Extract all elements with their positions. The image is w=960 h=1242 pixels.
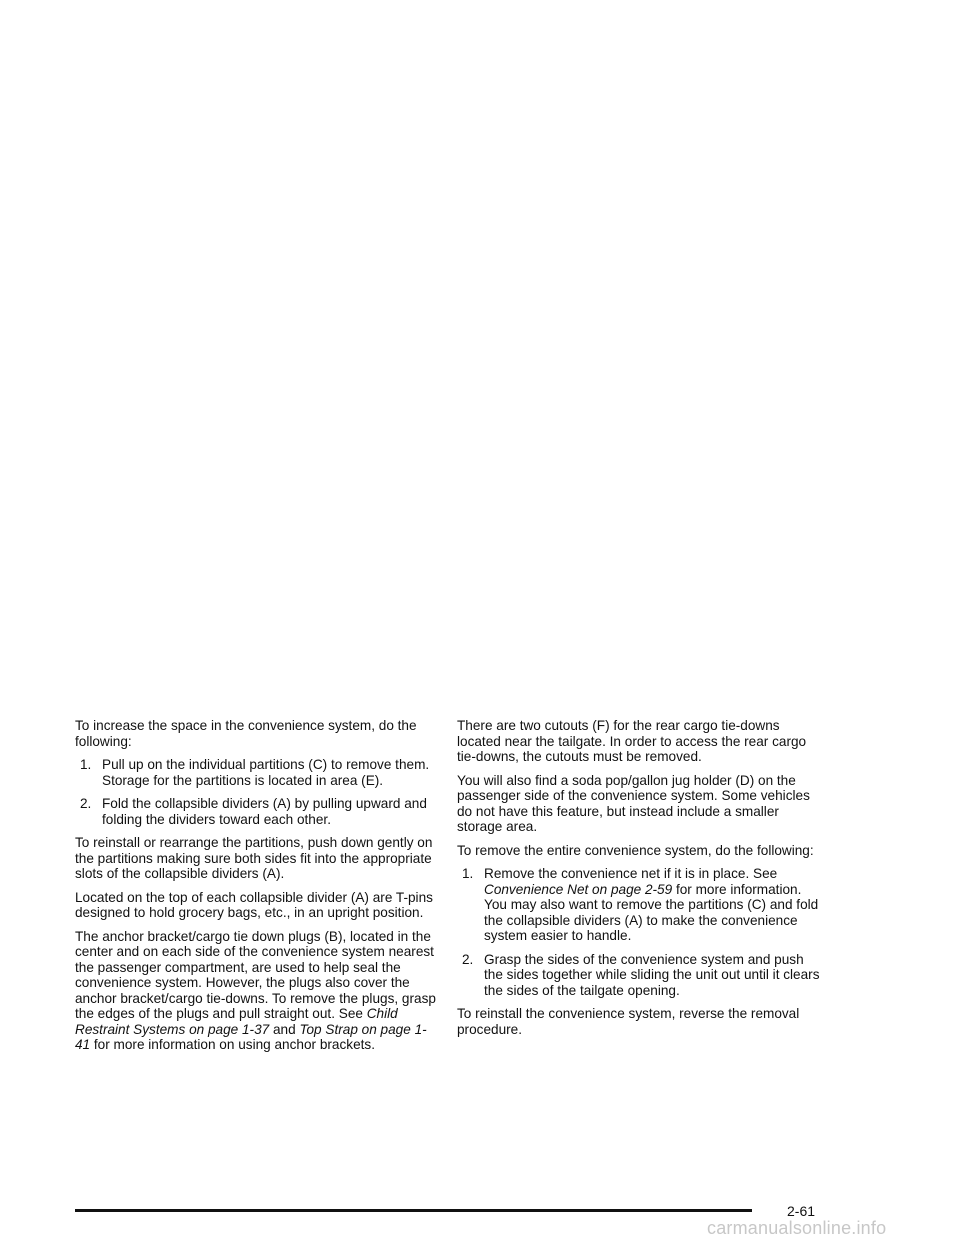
step-number: 2. xyxy=(462,951,474,967)
reinstall-system-paragraph: To reinstall the convenience system, reverse the removal procedure. xyxy=(457,1006,800,1037)
convenience-net-link[interactable]: Convenience Net on page 2-59 xyxy=(484,881,673,897)
t-pins-paragraph: Located on the top of each collapsible divider (A) are T-pins designed to hold grocery bags, etc., in an upright position. xyxy=(75,889,433,920)
jug-holder-paragraph: You will also find a soda pop/gallon jug holder (D) on the passenger side of the convenience system. Some vehicles do not have this feature, but instead include a smaller storage area. xyxy=(457,772,810,834)
page-number: 2-61 xyxy=(787,1203,816,1219)
step-number: 2. xyxy=(80,796,92,811)
step-text: Grasp the sides of the convenience system and push the sides together while sliding the unit out until it clears the sides of the tailgate opening. xyxy=(484,951,820,998)
anchor-plugs-closing-text: for more information on using anchor brackets. xyxy=(90,1037,375,1052)
right-column xyxy=(457,718,823,1045)
list-item xyxy=(457,952,823,999)
child-restraint-link[interactable]: Child Restraint Systems on page 1-37 xyxy=(75,1006,398,1037)
list-item xyxy=(75,796,437,827)
increase-space-steps xyxy=(75,757,437,827)
anchor-plugs-text: The anchor bracket/cargo tie down plugs (B), located in the center and on each side of the convenience system nearest the passenger compartment, are used to help seal the convenience system. However, the plugs also cover the anchor bracket/cargo tie-downs. To remove the plugs, grasp the edges of the plugs and pull straight out. See xyxy=(75,928,436,1021)
intro-paragraph: To increase the space in the convenience system, do the following: xyxy=(75,718,417,749)
step-text: Remove the convenience net if it is in place. See xyxy=(484,866,778,881)
top-strap-link[interactable]: Top Strap on page 1-41 xyxy=(75,1021,427,1052)
list-item xyxy=(457,866,823,944)
remove-system-steps xyxy=(457,866,823,998)
step-number: 1. xyxy=(462,866,474,881)
cutouts-paragraph: There are two cutouts (F) for the rear cargo tie-downs located near the tailgate. In order to access the rear cargo tie-downs, the cutouts must be removed. xyxy=(457,718,807,764)
step-text-continued: for more information. You may also want to remove the partitions (C) and fold the collapsible dividers (A) to make the convenience system easier to handle. xyxy=(484,881,819,943)
step-text: Pull up on the individual partitions (C) to remove them. Storage for the partitions is located in area (E). xyxy=(102,757,430,788)
footer-rule xyxy=(75,1209,752,1212)
watermark-text: carmanualsonline.info xyxy=(707,1218,887,1238)
remove-system-intro: To remove the entire convenience system, do the following: xyxy=(457,842,814,858)
conjunction-text: and xyxy=(269,1021,300,1037)
left-column xyxy=(75,718,437,1061)
step-text: Fold the collapsible dividers (A) by pulling upward and folding the dividers toward each other. xyxy=(102,796,427,827)
list-item xyxy=(75,757,437,788)
step-number: 1. xyxy=(80,757,92,772)
anchor-plugs-paragraph xyxy=(75,929,437,1053)
reinstall-partitions-paragraph: To reinstall or rearrange the partitions, push down gently on the partitions making sure both sides fit into the appropriate slots of the collapsible dividers (A). xyxy=(75,835,433,881)
